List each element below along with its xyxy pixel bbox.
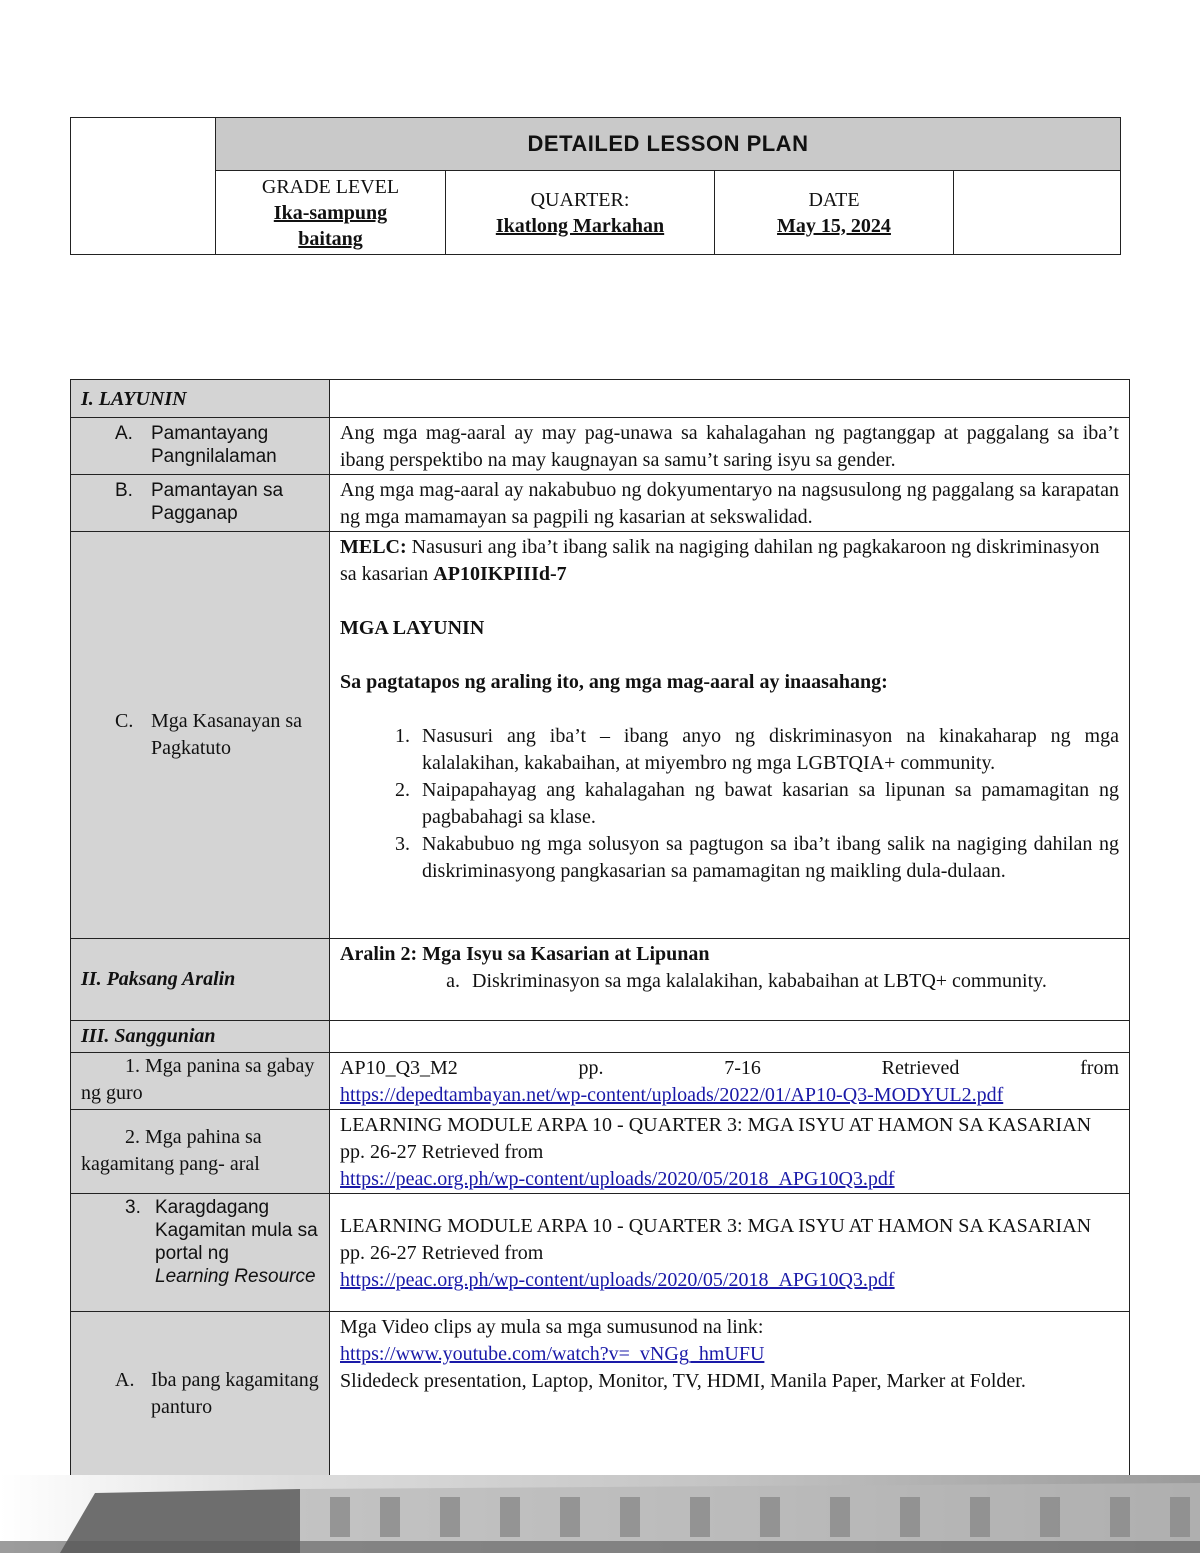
layunin-heading: I. LAYUNIN xyxy=(81,388,187,410)
r1-link[interactable]: https://depedtambayan.net/wp-content/uploads/2022/01/AP10-Q3-MODYUL2.pdf xyxy=(340,1084,1004,1106)
sanggunian-heading-cell xyxy=(71,1021,330,1053)
page-title: DETAILED LESSON PLAN xyxy=(216,118,1121,171)
row-a-text: Ang mga mag-aaral ay may pag-unawa sa kahalagahan ng pagtanggap at paggalang sa iba’t ibang perspektibo na may kaugnayan sa samu’t saring isyu sa gender. xyxy=(330,418,1130,475)
r3-label-wrap xyxy=(155,1196,321,1288)
r4-label-cell xyxy=(71,1312,330,1476)
r2-label: 2. Mga pahina sa kagamitang pang- aral xyxy=(71,1110,330,1194)
list-item: 3. Nakabubuo ng mga solusyon sa pagtugon sa iba’t ibang salik na nagiging dahilan ng diskriminasyong pangkasarian sa pamamagitan ng maikling dula-dulaan. xyxy=(395,833,1119,882)
row-a-num: A. xyxy=(115,423,133,444)
r2-link[interactable]: https://peac.org.ph/wp-content/uploads/2020/05/2018_APG10Q3.pdf xyxy=(340,1168,895,1190)
row-b-label: Pamantayan sa Pagganap xyxy=(151,480,284,524)
sanggunian-heading: III. Sanggunian xyxy=(81,1025,216,1047)
paksa-content xyxy=(330,939,1130,1021)
r3-label: Karagdagang Kagamitan mula sa portal ng xyxy=(155,1197,318,1264)
r3-num: 3. xyxy=(125,1197,141,1218)
quarter-label: QUARTER: xyxy=(530,188,630,211)
melc-text: Nasusuri ang iba’t ibang salik na nagiging dahilan ng pagkakaroon ng diskriminasyon sa kasarian xyxy=(340,536,1100,585)
paksa-heading: II. Paksang Aralin xyxy=(81,968,236,990)
mga-layunin-heading: MGA LAYUNIN xyxy=(340,617,485,639)
r4-link[interactable]: https://www.youtube.com/watch?v=_vNGg_hmUFU xyxy=(340,1343,765,1365)
row-b-text: Ang mga mag-aaral ay nakabubuo ng dokyumentaryo na nagsusulong ng paggalang sa karapatan ng mga mamamayan sa pagpili ng kasarian at sekswalidad. xyxy=(330,475,1130,532)
r3-content xyxy=(330,1194,1130,1312)
r3-link[interactable]: https://peac.org.ph/wp-content/uploads/2020/05/2018_APG10Q3.pdf xyxy=(340,1269,895,1291)
row-a-label-cell xyxy=(71,418,330,475)
melc-paragraph xyxy=(340,534,1119,588)
grade-level-value: Ika-sampung baitang xyxy=(273,201,388,250)
r4-num: A. xyxy=(115,1368,135,1391)
objectives-list xyxy=(340,723,1119,885)
melc-label: MELC: xyxy=(340,536,407,558)
footer-banner-image xyxy=(0,1475,1200,1553)
r1-content xyxy=(330,1053,1130,1110)
date-cell xyxy=(715,171,954,255)
quarter-value: Ikatlong Markahan xyxy=(495,214,665,237)
aralin-title: Aralin 2: Mga Isyu sa Kasarian at Lipunan xyxy=(340,943,710,965)
layunin-heading-cell xyxy=(71,380,330,418)
grade-level-cell xyxy=(216,171,446,255)
lesson-plan-table xyxy=(70,379,1130,1476)
row-c-label: Mga Kasanayan sa Pagkatuto xyxy=(151,710,303,759)
logo-cell xyxy=(71,118,216,255)
r3-label-cell xyxy=(71,1194,330,1312)
grade-level-label: GRADE LEVEL xyxy=(261,175,400,198)
r4-label: Iba pang kagamitang panturo xyxy=(151,1368,319,1418)
row-c-content xyxy=(330,532,1130,939)
date-value: May 15, 2024 xyxy=(777,214,891,237)
r4-text2: Slidedeck presentation, Laptop, Monitor, TV, HDMI, Manila Paper, Marker at Folder. xyxy=(340,1370,1026,1392)
r2-content xyxy=(330,1110,1130,1194)
layunin-blank-cell xyxy=(330,380,1130,418)
list-item: a. Diskriminasyon sa mga kalalakihan, kababaihan at LBTQ+ community. xyxy=(446,970,1047,992)
blank-cell xyxy=(954,171,1121,255)
quarter-cell xyxy=(446,171,715,255)
melc-code: AP10IKPIIId-7 xyxy=(433,563,567,585)
list-item: 2. Naipapahayag ang kahalagahan ng bawat kasarian sa lipunan sa pamamagitan ng pagbabahagi sa klase. xyxy=(395,779,1119,828)
paksa-heading-cell xyxy=(71,939,330,1021)
paksa-list xyxy=(340,968,1119,995)
row-b-label-cell xyxy=(71,475,330,532)
r3-label-italic: Learning Resource xyxy=(155,1266,316,1287)
r1-label: 1. Mga panina sa gabay ng guro xyxy=(71,1053,330,1110)
r2-text: LEARNING MODULE ARPA 10 - QUARTER 3: MGA ISYU AT HAMON SA KASARIAN pp. 26-27 Retrieved from xyxy=(340,1114,1092,1163)
row-a-label: Pamantayang Pangnilalaman xyxy=(151,423,277,467)
r3-text: LEARNING MODULE ARPA 10 - QUARTER 3: MGA ISYU AT HAMON SA KASARIAN pp. 26-27 Retrieved from xyxy=(340,1215,1092,1264)
r1-text: AP10_Q3_M2 pp. 7-16 Retrieved from xyxy=(340,1057,1119,1079)
header-table xyxy=(70,117,1121,255)
date-label: DATE xyxy=(808,188,860,211)
sanggunian-blank-cell xyxy=(330,1021,1130,1053)
row-b-num: B. xyxy=(115,480,133,501)
list-item: 1. Nasusuri ang iba’t – ibang anyo ng diskriminasyon na kinakaharap ng mga kalalakihan, kakabaihan, at miyembro ng mga LGBTQIA+ community. xyxy=(395,725,1119,774)
row-c-num: C. xyxy=(115,710,134,732)
objectives-intro: Sa pagtatapos ng araling ito, ang mga mag-aaral ay inaasahang: xyxy=(340,671,888,693)
r4-text1: Mga Video clips ay mula sa mga sumusunod na link: xyxy=(340,1316,764,1338)
row-c-label-cell xyxy=(71,532,330,939)
r4-content xyxy=(330,1312,1130,1476)
